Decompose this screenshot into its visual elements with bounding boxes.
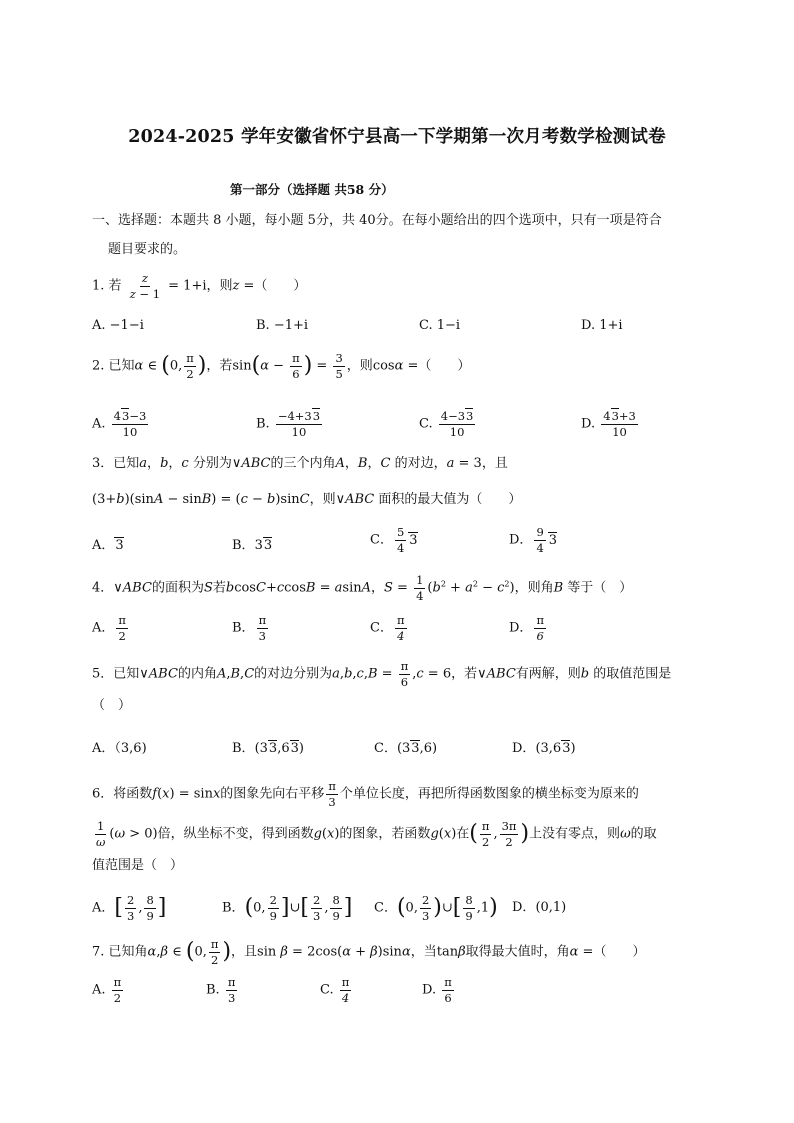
q7-option-b[interactable]: B. $\frac{\pi}{3}$ [206, 975, 236, 1005]
q1-option-b[interactable]: B. −1+i [256, 318, 309, 333]
question-6: 6．将函数f(x) = sinx的图象先向右平移 $\frac{\pi}{3}$ 个单位长度，再把所得函数图象的横坐标变为原来的 [92, 779, 639, 809]
q7-option-a[interactable]: A. $\frac{\pi}{2}$ [92, 975, 122, 1005]
q3-option-c[interactable]: C． $\frac{5}{4}$ 3 [370, 525, 418, 555]
question-7: 7. 已知角α,β ∈ (0, $\frac{\pi}{2}$ )，且sin β = 2cos(α + β)sinα，当tanβ取得最大值时，角α =（ ） [92, 937, 646, 967]
q1-option-a[interactable]: A. −1−i [92, 318, 144, 333]
q5-option-a[interactable]: A．（3,6) [92, 741, 147, 756]
section-instruction-cont: 题目要求的。 [108, 242, 187, 257]
q7-option-d[interactable]: D. $\frac{\pi}{6}$ [422, 975, 452, 1005]
q5-option-c[interactable]: C．(33,6) [374, 741, 438, 756]
question-6-cont: $\frac{1}{\omega}$ (ω > 0)倍，纵坐标不变，得到函数g(x)的图象，若函数g(x)在( $\frac{\pi}{2}$ , $\frac{3\pi}{2}$ )上没有零点，则ω的取 [96, 819, 657, 849]
q1-option-c[interactable]: C. 1−i [419, 318, 461, 333]
q3-option-b[interactable]: B．33 [232, 538, 273, 553]
q1-option-d[interactable]: D. 1+i [581, 318, 623, 333]
question-4: 4．∨ABC的面积为S若bcosC+ccosB = asinA，S = $\frac{1}{4}$ $(b^2 + a^2 - c^2)$，则角B 等于（ ） [92, 573, 633, 603]
q2-option-b[interactable]: B. $\frac{-4+33}{10}$ [256, 409, 321, 439]
q6-option-b[interactable]: B．(0, $\frac{2}{9}$ ]∪[ $\frac{2}{3}$ , $\frac{8}{9}$ ] [222, 893, 353, 923]
q4-option-b[interactable]: B． $\frac{\pi}{3}$ [232, 613, 267, 643]
q5-option-b[interactable]: B．(33,63) [232, 741, 304, 756]
q4-option-a[interactable]: A． $\frac{\pi}{2}$ [92, 613, 126, 643]
q3-option-a[interactable]: A．3 [92, 538, 124, 553]
q6-option-d[interactable]: D．(0,1) [512, 900, 567, 915]
question-5-cont: （ ） [92, 698, 132, 713]
q6-option-a[interactable]: A．[ $\frac{2}{3}$ , $\frac{8}{9}$ ] [92, 893, 167, 923]
q4-option-d[interactable]: D． $\frac{\pi}{6}$ [509, 613, 544, 643]
q6-option-c[interactable]: C．(0, $\frac{2}{3}$ )∪[ $\frac{8}{9}$ ,1) [374, 893, 498, 923]
question-3-cont: (3+b)(sinA − sinB) = (c − b)sinC，则∨ABC 面积的最大值为（ ） [92, 492, 522, 507]
q7-option-c[interactable]: C. $\frac{\pi}{4}$ [320, 975, 350, 1005]
question-5: 5．已知∨ABC的内角A,B,C的对边分别为a,b,c,B = $\frac{\pi}{6}$ ,c = 6，若∨ABC有两解，则b 的取值范围是 [92, 659, 672, 689]
question-2: 2. 已知α ∈ (0, $\frac{\pi}{2}$ )，若sin(α − $\frac{\pi}{6}$ ) = $\frac{3}{5}$ ，则cosα =（ ） [92, 351, 471, 381]
q2-option-d[interactable]: D. $\frac{43+3}{10}$ [581, 409, 636, 439]
q3-option-d[interactable]: D． $\frac{9}{4}$ 3 [509, 525, 558, 555]
question-3: 3．已知a，b，c 分别为∨ABC的三个内角A，B，C 的对边，a = 3，且 [92, 456, 508, 471]
question-6-cont2: 值范围是（ ） [92, 858, 184, 873]
q2-option-c[interactable]: C. $\frac{4-33}{10}$ [419, 409, 474, 439]
question-1: 1. 若 $\frac{z}{z - 1}$ = 1+i，则z =（ ） [92, 271, 307, 301]
q4-option-c[interactable]: C． $\frac{\pi}{4}$ [370, 613, 405, 643]
page-title: 2024-2025 学年安徽省怀宁县高一下学期第一次月考数学检测试卷 [128, 127, 666, 147]
section-instruction: 一、选择题：本题共 8 小题，每小题 5分，共 40分。在每小题给出的四个选项中，只有一项是符合 [92, 213, 662, 228]
part-heading: 第一部分（选择题 共58 分） [230, 182, 394, 197]
q5-option-d[interactable]: D．(3,63) [512, 741, 576, 756]
q2-option-a[interactable]: A. $\frac{43-3}{10}$ [92, 409, 147, 439]
